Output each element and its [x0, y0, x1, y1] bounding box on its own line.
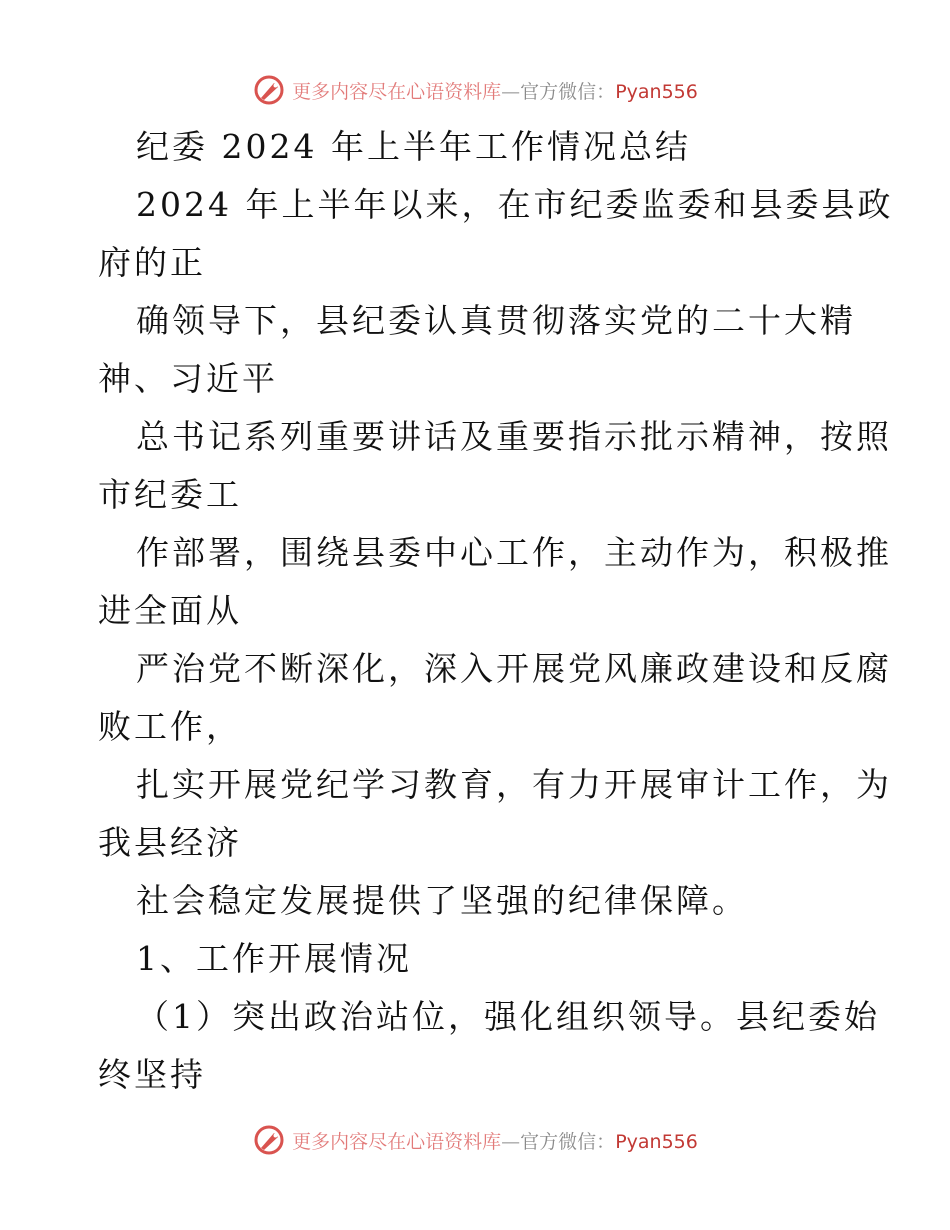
footer-separator: —	[501, 1130, 521, 1153]
pen-nib-logo-icon	[252, 1123, 286, 1157]
paragraph-line: 2024 年上半年以来，在市纪委监委和县委县政	[136, 185, 894, 224]
document-body	[98, 118, 894, 1104]
header-wechat-label: 官方微信：	[520, 80, 616, 103]
subsection-heading: （1）突出政治站位，强化组织领导。县纪委始	[136, 997, 880, 1036]
paragraph-line: 作部署，围绕县委中心工作，主动作为，积极推	[136, 533, 892, 572]
paragraph-line: 终坚持	[98, 1055, 206, 1094]
paragraph-line: 扎实开展党纪学习教育，有力开展审计工作，为	[136, 765, 892, 804]
footer-watermark-text	[292, 1127, 698, 1154]
paragraph-line: 严治党不断深化，深入开展党风廉政建设和反腐	[136, 649, 892, 688]
paragraph-line: 确领导下，县纪委认真贯彻落实党的二十大精	[136, 301, 856, 340]
header-brand-text: 更多内容尽在心语资料库	[292, 80, 502, 103]
paragraph-line: 府的正	[98, 243, 206, 282]
pen-nib-logo-icon	[252, 73, 286, 107]
paragraph-line: 神、习近平	[98, 359, 278, 398]
header-watermark-banner	[0, 70, 950, 110]
footer-watermark-banner	[0, 1120, 950, 1160]
document-title: 纪委 2024 年上半年工作情况总结	[136, 127, 691, 166]
footer-wechat-id: Pyan556	[615, 1130, 698, 1153]
paragraph-line: 总书记系列重要讲话及重要指示批示精神，按照	[136, 417, 892, 456]
header-separator: —	[501, 80, 521, 103]
paragraph-line: 社会稳定发展提供了坚强的纪律保障。	[136, 881, 748, 920]
paragraph-line: 进全面从	[98, 591, 242, 630]
paragraph-line: 我县经济	[98, 823, 242, 862]
section-heading: 1、工作开展情况	[136, 939, 412, 978]
paragraph-line: 市纪委工	[98, 475, 242, 514]
footer-wechat-label: 官方微信：	[520, 1130, 616, 1153]
footer-brand-text: 更多内容尽在心语资料库	[292, 1130, 502, 1153]
header-wechat-id: Pyan556	[615, 80, 698, 103]
paragraph-line: 败工作，	[98, 707, 242, 746]
header-watermark-text	[292, 77, 698, 104]
